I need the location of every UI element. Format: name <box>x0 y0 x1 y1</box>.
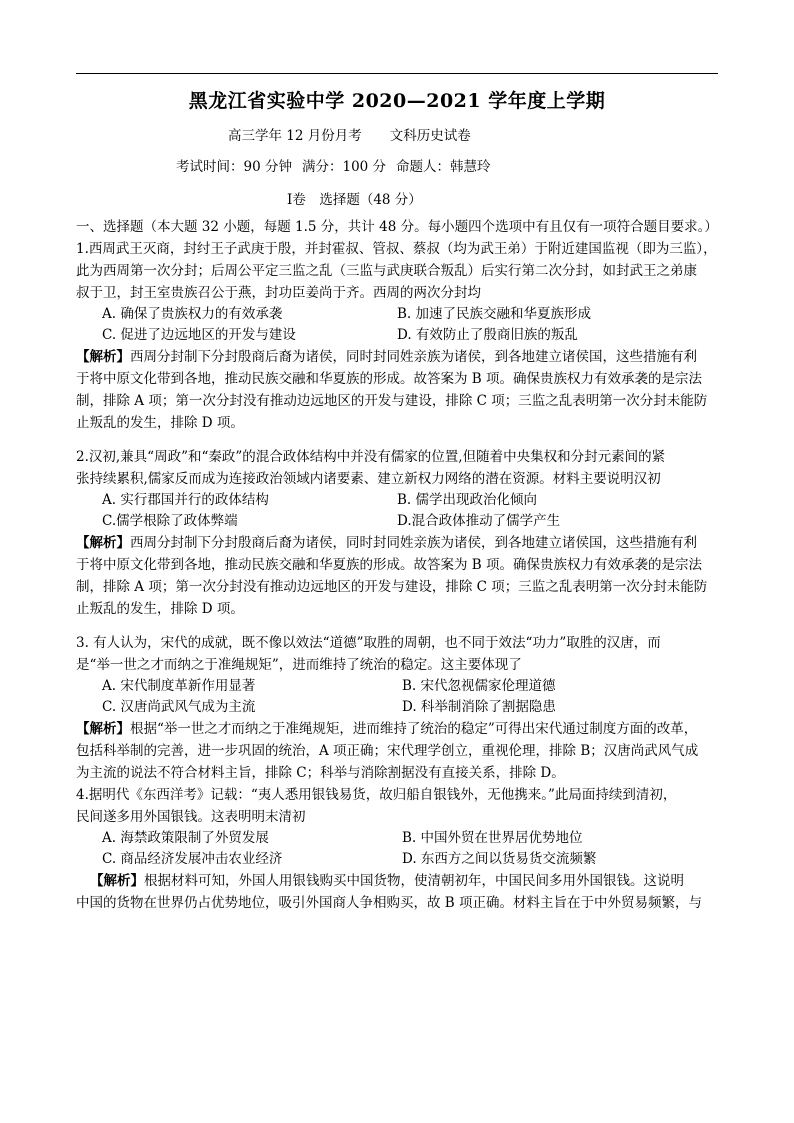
question-stem-line: 叔于卫，封王室贵族召公于燕，封功臣姜尚于齐。西周的两次分封均 <box>76 285 481 301</box>
analysis-block <box>76 346 724 434</box>
analysis-line: 制，排除 A 项；第一次分封没有推动边远地区的开发与建设，排除 C 项；三监之乱表明第一次分封未能防 <box>76 579 708 595</box>
exam-grade: 高三学年 12 月份月考 <box>228 128 362 144</box>
analysis-line: 于将中原文化带到各地，推动民族交融和华夏族的形成。故答案为 B 项。确保贵族权力有效承袭的是宗法 <box>76 557 703 573</box>
option-c: C.儒学根除了政体弊端 <box>102 513 238 529</box>
section-heading: Ⅰ卷 选择题（48 分） <box>287 192 422 208</box>
analysis-line: 制，排除 A 项；第一次分封没有推动边远地区的开发与建设，排除 C 项；三监之乱表明第一次分封未能防 <box>76 393 708 409</box>
analysis-line: 为主流的说法不符合材料主旨，排除 C；科举与消除割据没有直接关系，排除 D。 <box>76 765 565 781</box>
exam-author: 命题人：韩慧玲 <box>396 159 491 175</box>
analysis-block <box>76 870 724 914</box>
question-3 <box>76 632 724 784</box>
option-a: A. 宋代制度革新作用显著 <box>102 678 256 694</box>
analysis-line: 西周分封制下分封殷商后裔为诸侯，同时封同姓亲族为诸侯，到各地建立诸侯国，这些措施有利 <box>130 349 697 365</box>
question-2 <box>76 446 724 620</box>
analysis-tag: 【解析】 <box>90 873 144 889</box>
analysis-tag: 【解析】 <box>76 535 130 551</box>
option-c: C. 促进了边远地区的开发与建设 <box>102 327 296 343</box>
question-stem-line: 是“举一世之才而纳之于准绳规矩”，进而维持了统治的稳定。这主要体现了 <box>76 657 522 673</box>
analysis-tag: 【解析】 <box>76 721 130 737</box>
analysis-tag: 【解析】 <box>76 349 130 365</box>
option-d: D. 有效防止了殷商旧族的叛乱 <box>397 327 578 343</box>
analysis-line: 西周分封制下分封殷商后裔为诸侯，同时封同姓亲族为诸侯，到各地建立诸侯国，这些措施有利 <box>130 535 697 551</box>
exam-body <box>76 216 724 914</box>
analysis-line: 根据“举一世之才而纳之于准绳规矩，进而维持了统治的稳定”可得出宋代通过制度方面的改革， <box>130 721 698 737</box>
header-rule <box>76 73 718 74</box>
question-stem-line: 民间遂多用外国银钱。这表明明末清初 <box>76 809 306 825</box>
question-1 <box>76 238 724 434</box>
option-d: D.混合政体推动了儒学产生 <box>397 513 561 529</box>
option-a: A. 确保了贵族权力的有效承袭 <box>102 306 283 322</box>
option-b: B. 中国外贸在世界居优势地位 <box>402 830 583 846</box>
question-options <box>76 490 724 532</box>
exam-meta <box>176 155 501 175</box>
option-d: D. 科举制消除了割据隐患 <box>402 699 556 715</box>
exam-title: 黑龙江省实验中学 2020—2021 学年度上学期 <box>188 90 606 112</box>
option-a: A. 实行郡国并行的政体结构 <box>102 492 269 508</box>
question-options <box>76 676 724 718</box>
analysis-line: 止叛乱的发生，排除 D 项。 <box>76 415 244 431</box>
analysis-line: 中国的货物在世界仍占优势地位，吸引外国商人争相购买，故 B 项正确。材料主旨在于中外贸易频繁，与 <box>76 895 703 911</box>
analysis-line: 包括科举制的完善，进一步巩固的统治，A 项正确；宋代理学创立，重视伦理，排除 B；汉唐尚武风气成 <box>76 743 699 759</box>
option-b: B. 加速了民族交融和华夏族形成 <box>397 306 592 322</box>
analysis-block <box>76 718 724 784</box>
analysis-line: 止叛乱的发生，排除 D 项。 <box>76 601 244 617</box>
question-options <box>76 304 724 346</box>
question-options <box>76 828 724 870</box>
option-c: C. 汉唐尚武风气成为主流 <box>102 699 256 715</box>
analysis-line: 于将中原文化带到各地，推动民族交融和华夏族的形成。故答案为 B 项。确保贵族权力有效承袭的是宗法 <box>76 371 703 387</box>
option-d: D. 东西方之间以货易货交流频繁 <box>402 851 597 867</box>
analysis-line: 根据材料可知，外国人用银钱购买中国货物，使清朝初年，中国民间多用外国银钱。这说明 <box>144 873 684 889</box>
option-a: A. 海禁政策限制了外贸发展 <box>102 830 269 846</box>
exam-score: 满分：100 分 <box>301 159 387 175</box>
exam-time: 考试时间：90 分钟 <box>176 159 292 175</box>
instruction: 一、选择题（本大题 32 小题，每题 1.5 分，共计 48 分。每小题四个选项中有且仅有一项符合题目要求。） <box>76 219 718 235</box>
question-4 <box>76 784 724 914</box>
option-b: B. 儒学出现政治化倾向 <box>397 492 538 508</box>
question-stem-line: 3. 有人认为，宋代的成就，既不像以效法“道德”取胜的周朝，也不同于效法“功力”取胜的汉唐，而 <box>76 635 661 651</box>
analysis-block <box>76 532 724 620</box>
question-stem-line: 此为西周第一次分封；后周公平定三监之乱（三监与武庚联合叛乱）后实行第二次分封，如封武王之弟康 <box>76 263 697 279</box>
question-stem-line: 4.据明代《东西洋考》记载：“夷人悉用银钱易货，故归船自银钱外，无他携来。”此局面持续到清初， <box>76 787 677 803</box>
option-c: C. 商品经济发展冲击农业经济 <box>102 851 283 867</box>
question-stem-line: 张持续累积,儒家反而成为连接政治领域内诸要素、建立新权力网络的潜在资源。材料主要说明汉初 <box>76 471 661 487</box>
exam-subject: 文科历史试卷 <box>389 128 471 144</box>
question-stem-line: 2.汉初,兼具“周政”和“秦政”的混合政体结构中并没有儒家的位置,但随着中央集权和分封元素间的紧 <box>76 449 666 465</box>
exam-subtitle <box>228 124 499 144</box>
option-b: B. 宋代忽视儒家伦理道德 <box>402 678 556 694</box>
question-stem-line: 1.西周武王灭商，封纣王子武庚于殷，并封霍叔、管叔、蔡叔（均为武王弟）于附近建国监视（即为三监）， <box>76 241 717 257</box>
